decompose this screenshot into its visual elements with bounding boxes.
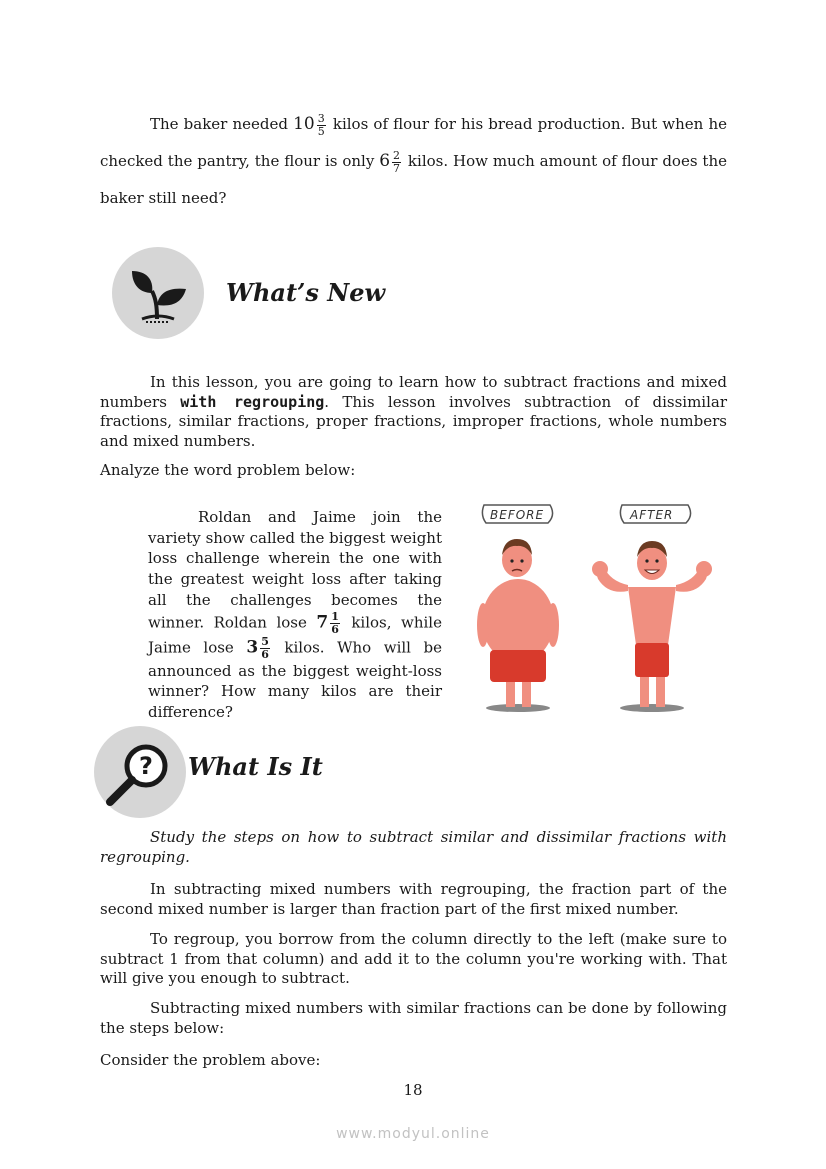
analyze-label: Analyze the word problem below:	[100, 461, 356, 479]
regrouping-paragraph-3: Subtracting mixed numbers with similar fractions can be done by following the steps below:	[100, 999, 727, 1037]
mixed-number-whole: 6	[379, 151, 391, 171]
whats-new-icon-circle	[112, 247, 204, 339]
fraction: $\frac{2}{7}$	[393, 148, 401, 175]
what-is-it-title: What Is It	[188, 752, 323, 781]
before-after-illustration	[470, 495, 720, 715]
fraction: $\frac{5}{6}$	[261, 634, 269, 661]
svg-text:BEFORE: BEFORE	[490, 508, 545, 522]
regrouping-paragraph-1: In subtracting mixed numbers with regrouping, the fraction part of the second mixed number is larger than fraction part of the first mixed number.	[100, 880, 727, 918]
whats-new-title: What’s New	[226, 278, 386, 307]
whats-new-paragraph: In this lesson, you are going to learn how to subtract fractions and mixed numbers with regrouping. This lesson involves subtraction of dissimilar fractions, similar fractions, proper fractions, improper fractions, whole numbers and mixed numbers.	[100, 373, 727, 450]
svg-text:?: ?	[139, 752, 153, 780]
after-man-figure	[592, 541, 712, 707]
study-instruction: Study the steps on how to subtract similar and dissimilar fractions with regrouping.	[100, 828, 727, 866]
before-man-figure	[477, 539, 559, 707]
magnifier-question-icon	[94, 726, 186, 818]
word-problem: Roldan and Jaime join the variety show called the biggest weight loss challenge wherein the one with the greatest weight loss after taking all the challenges becomes the winner. Roldan lose 7 $\frac{1}{6}$ kilos, while Jaime lose 3 $\frac{5}{6}$ kilos. Who will be announced as the biggest weight-loss winner? How many kilos are their difference?	[148, 508, 442, 721]
svg-text:AFTER: AFTER	[630, 508, 674, 522]
fraction: $\frac{3}{5}$	[317, 111, 325, 138]
page-number: 18	[403, 1081, 423, 1099]
mixed-number-whole: 3	[246, 637, 259, 658]
what-is-it-icon-circle	[94, 726, 186, 818]
fraction: $\frac{1}{6}$	[331, 609, 339, 636]
regrouping-paragraph-2: To regroup, you borrow from the column directly to the left (make sure to subtract 1 from that column) and add it to the column you're working with. That will give you enough to subtract.	[100, 930, 727, 987]
mixed-number-whole: 7	[316, 612, 329, 633]
consider-label: Consider the problem above:	[100, 1051, 321, 1069]
after-label	[620, 505, 690, 523]
mixed-number-whole: 10	[293, 114, 315, 134]
before-label	[482, 505, 552, 523]
watermark: www.modyul.online	[336, 1126, 490, 1142]
intro-paragraph: The baker needed 10 $\frac{3}{5}$ kilos of flour for his bread production. But when he checked the pantry, the flour is only 6 $\frac{2}{7}$ kilos. How much amount of flour does the baker still need?	[100, 111, 728, 207]
sprout-icon	[112, 247, 204, 339]
